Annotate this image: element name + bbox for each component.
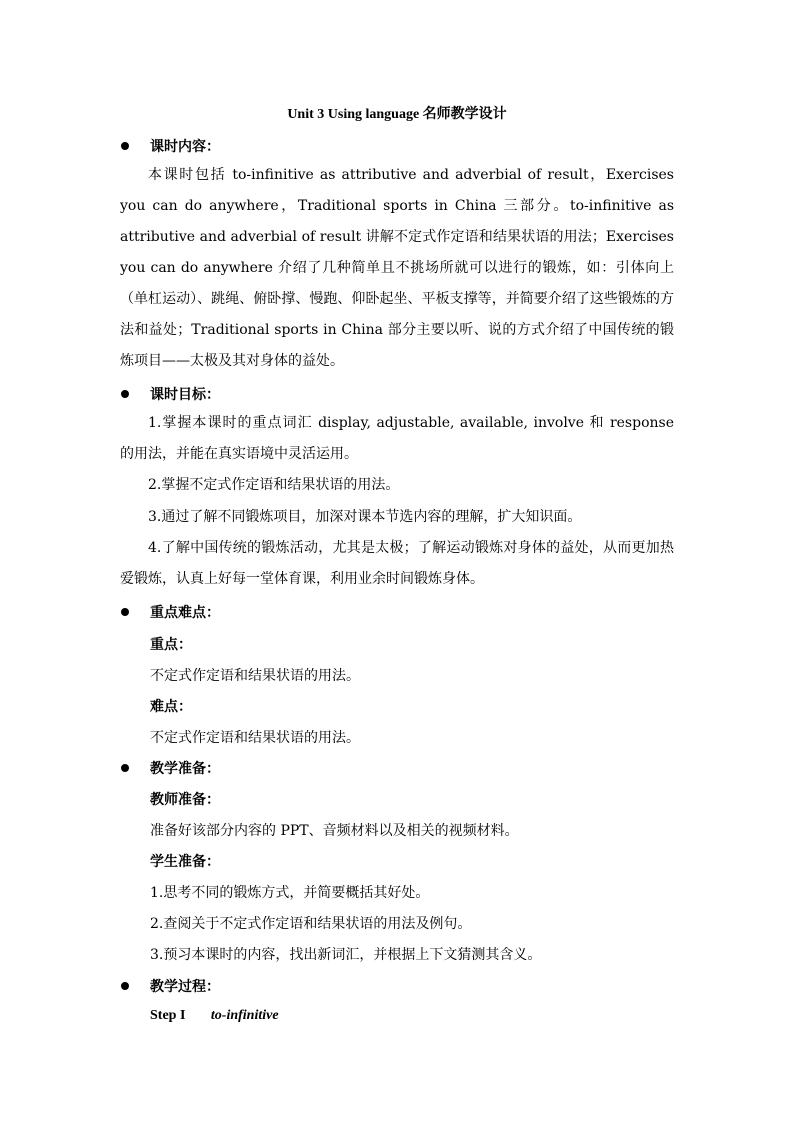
difficult-label: 难点： [150, 699, 192, 715]
bullet-icon [121, 982, 129, 990]
student-prep-item: 2.查阅关于不定式作定语和结果状语的用法及例句。 [150, 916, 472, 932]
teacher-prep-label: 教师准备： [150, 792, 220, 808]
goal-item: 1.掌握本课时的重点词汇 display, adjustable, available, involve 和 response 的用法，并能在真实语境中灵活运用。 [120, 415, 674, 462]
difficult-text: 不定式作定语和结果状语的用法。 [150, 730, 360, 746]
goal-item: 3.通过了解不同锻炼项目，加深对课本节选内容的理解，扩大知识面。 [148, 509, 582, 525]
bullet-icon [121, 390, 129, 398]
section-heading: 教学过程： [150, 979, 220, 995]
document-title: Unit 3 Using language 名师教学设计 [287, 107, 507, 122]
goal-item: 2.掌握不定式作定语和结果状语的用法。 [148, 477, 400, 493]
step-heading [150, 1008, 279, 1024]
student-prep-label: 学生准备： [150, 854, 220, 870]
key-label: 重点： [150, 637, 192, 653]
section-heading: 教学准备： [150, 761, 220, 777]
section-heading: 课时目标： [150, 387, 220, 403]
key-text: 不定式作定语和结果状语的用法。 [150, 668, 360, 684]
section-heading: 课时内容： [150, 139, 220, 155]
content-paragraph: 本课时包括 to-infinitive as attributive and adverbial of result，Exercises you can do anywhere，Traditional sports in China 三部分。to-infinitive as attributive and adverbial of result 讲解不定式作定语和结果状语的用法；Exercises you can do anywhere 介绍了几种简单且不挑场所就可以进行的锻炼，如：引体向上（单杠运动）、跳绳、俯卧撑、慢跑、仰卧起坐、平板支撑等，并简要介绍了这些锻炼的方法和益处；Traditional sports in China 部分主要以听、说的方式介绍了中国传统的锻炼项目——太极及其对身体的益处。 [120, 167, 674, 369]
bullet-icon [121, 764, 129, 772]
section-heading: 重点难点： [150, 605, 220, 621]
teacher-prep-text: 准备好该部分内容的 PPT、音频材料以及相关的视频材料。 [150, 823, 519, 839]
goal-item: 4.了解中国传统的锻炼活动，尤其是太极；了解运动锻炼对身体的益处，从而更加热爱锻炼，认真上好每一堂体育课，利用业余时间锻炼身体。 [120, 540, 674, 587]
student-prep-item: 1.思考不同的锻炼方式，并简要概括其好处。 [150, 885, 430, 901]
step-title: to-infinitive [210, 1008, 279, 1023]
student-prep-item: 3.预习本课时的内容，找出新词汇，并根据上下文猜测其含义。 [150, 947, 542, 963]
bullet-icon [121, 608, 129, 616]
step-label: Step I [150, 1008, 186, 1023]
bullet-icon [121, 142, 129, 150]
